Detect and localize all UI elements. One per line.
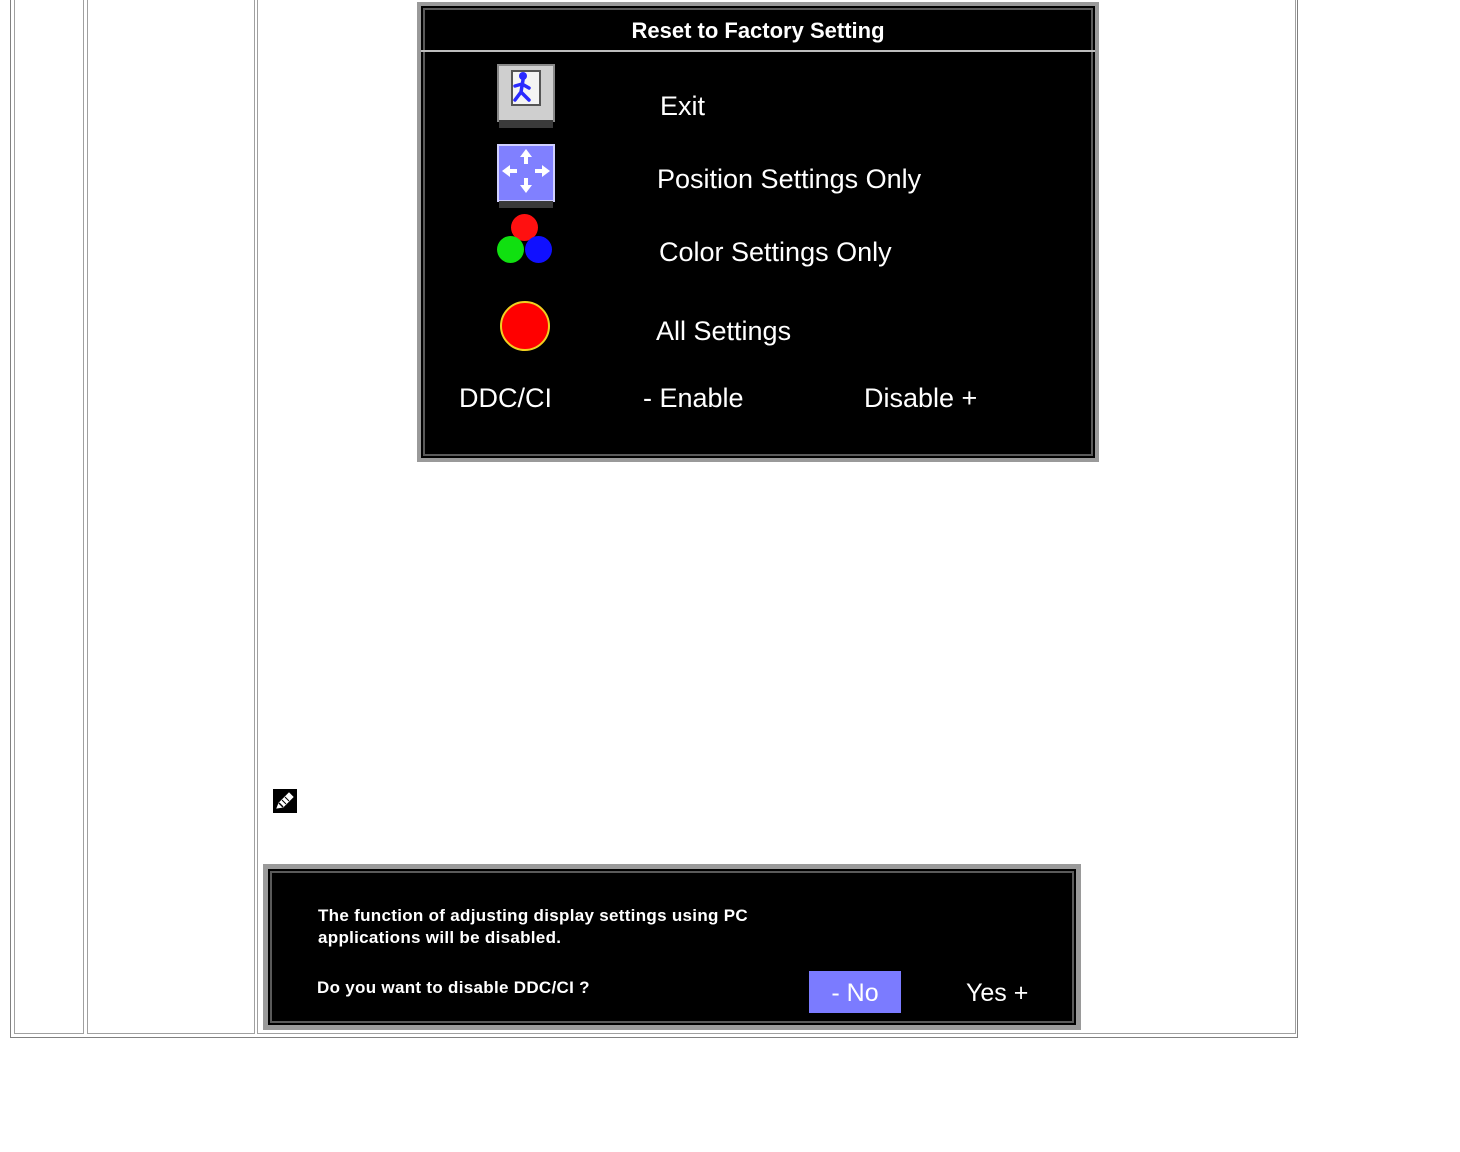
yes-button[interactable]: Yes + bbox=[966, 979, 1029, 1007]
menu-item-color-label: Color Settings Only bbox=[659, 237, 892, 267]
osd-reset-menu bbox=[417, 2, 1099, 462]
menu-item-all-label: All Settings bbox=[656, 316, 792, 346]
menu-item-exit[interactable] bbox=[421, 64, 1095, 124]
ddc-confirm-dialog bbox=[263, 864, 1081, 1030]
menu-item-color[interactable] bbox=[421, 214, 1095, 274]
rgb-color-dots-icon bbox=[497, 214, 555, 272]
ddc-ci-row bbox=[421, 376, 1095, 420]
no-button[interactable]: - No bbox=[809, 971, 901, 1013]
red-circle-icon bbox=[497, 298, 555, 356]
menu-item-all[interactable] bbox=[421, 298, 1095, 358]
osd-menu-title: Reset to Factory Setting bbox=[421, 6, 1095, 52]
note-pencil-icon bbox=[273, 789, 297, 813]
ddc-enable-option[interactable]: - Enable bbox=[643, 383, 744, 413]
dialog-question: Do you want to disable DDC/CI ? bbox=[317, 978, 590, 997]
ddc-ci-label: DDC/CI bbox=[459, 383, 552, 413]
table-cell-index bbox=[14, 0, 84, 1034]
menu-item-position[interactable] bbox=[421, 144, 1095, 204]
menu-item-exit-label: Exit bbox=[660, 91, 706, 121]
ddc-disable-option[interactable]: Disable + bbox=[864, 383, 978, 413]
dialog-message-line1: The function of adjusting display settings using PC bbox=[318, 906, 748, 925]
table-cell-heading bbox=[87, 0, 255, 1034]
exit-icon bbox=[497, 64, 555, 122]
dialog-message-line2: applications will be disabled. bbox=[318, 928, 562, 947]
position-arrows-icon bbox=[497, 144, 555, 202]
menu-item-position-label: Position Settings Only bbox=[657, 164, 922, 194]
